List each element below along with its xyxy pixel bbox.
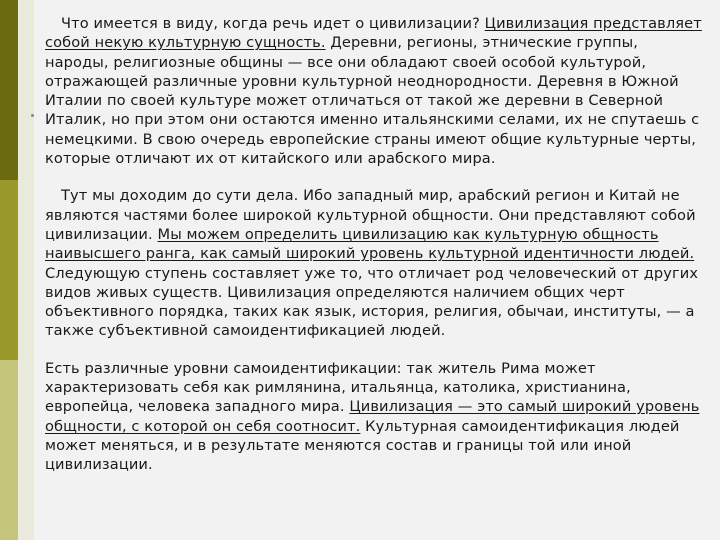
sidebar-band-mid <box>0 180 18 360</box>
paragraph-3-run-1: Есть различные уровни самоидентификации: так житель Рима может характеризовать себя как римлянина, итальянца, католика, христианина, европейца, человека западного мира. <box>45 359 631 416</box>
paragraph-3-run-3: Культурная самоидентификация людей может меняться, и в результате меняются состав и границы той или иной цивилизации. <box>45 417 680 474</box>
paragraph-1 <box>45 14 705 168</box>
decorative-sidebar <box>0 0 34 540</box>
paragraph-1-run-3: Деревни, регионы, этнические группы, народы, религиозные общины — все они обладают своей особой культурой, отражающей различные уровни культурной неоднородности. Деревня в Южной Италии по своей культуре может отличаться от такой же деревни в Северной Италик, но при этом они остаются именно итальянскими селами, их не спутаешь с немецкими. В свою очередь европейские страны имеют общие культурные черты, которые отличают их от китайского или арабского мира. <box>45 34 700 168</box>
slide-body-text <box>45 14 705 475</box>
paragraph-1-run-1: Что имеется в виду, когда речь идет о цивилизации? <box>61 15 485 32</box>
paragraph-3 <box>45 359 705 475</box>
paragraph-3-highlight: Цивилизация — это самый широкий уровень общности, с которой он себя соотносит. <box>45 398 700 435</box>
paragraph-2-run-3: Следующую ступень составляет уже то, что отличает род человеческий от других видов живых существ. Цивилизация определяются наличием общих черт объективного порядка, таких как язык, история, религия, обычаи, институты, — а также субъективной самоидентификацией людей. <box>45 264 699 340</box>
paragraph-2-run-1: Тут мы доходим до сути дела. Ибо западный мир, арабский регион и Китай не являются частями более широкой культурной общности. Они представляют собой цивилизации. <box>45 187 696 243</box>
sidebar-band-dark <box>0 0 18 180</box>
paragraph-1-highlight: Цивилизация представляет собой некую культурную сущность. <box>45 15 702 52</box>
bullet-dot-icon <box>31 114 34 117</box>
paragraph-2 <box>45 186 705 340</box>
paragraph-2-highlight: Мы можем определить цивилизацию как культурную общность наивысшего ранга, как самый широкий уровень культурной идентичности людей. <box>45 225 695 263</box>
sidebar-stripe <box>18 0 34 540</box>
sidebar-band-light <box>0 360 18 540</box>
